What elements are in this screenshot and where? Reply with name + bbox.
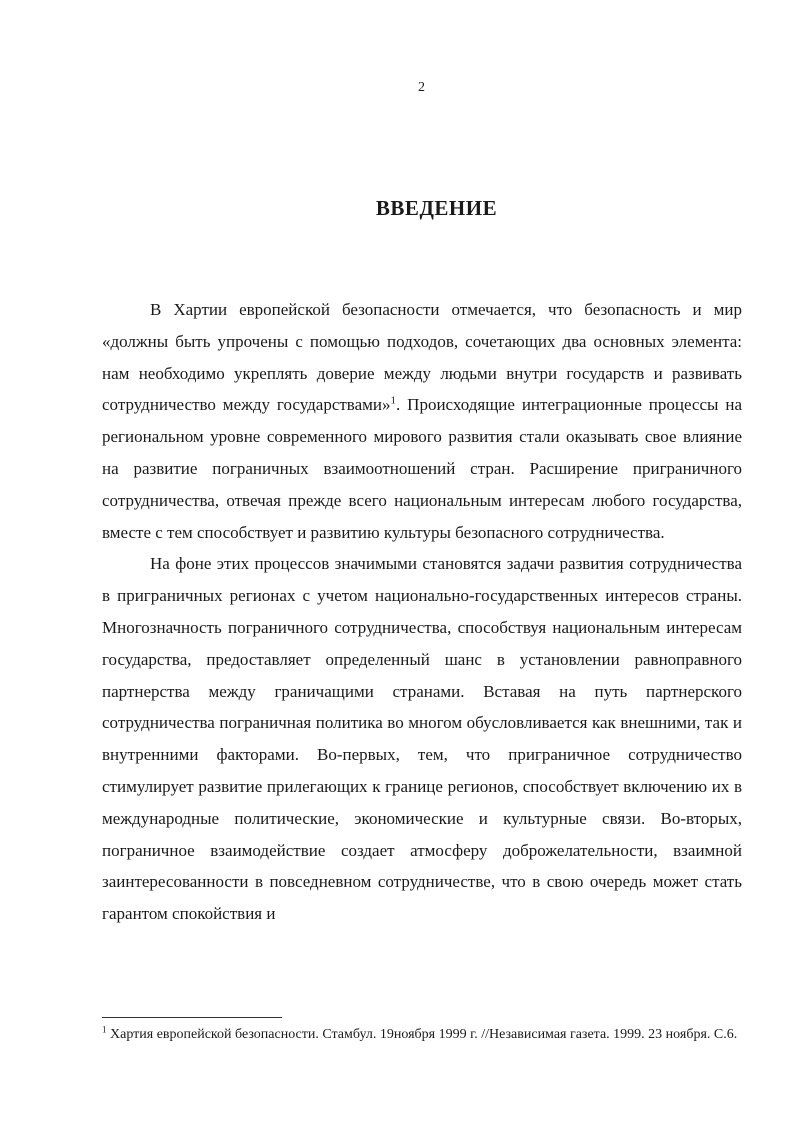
footnote — [102, 1025, 742, 1044]
section-title: ВВЕДЕНИЕ — [375, 196, 498, 220]
paragraph-2: На фоне этих процессов значимыми становятся задачи развития сотрудничества в приграничных регионах с учетом национально-государственных интересов страны. Многозначность пограничного сотрудничества, способствуя национальным интересам государства, предоставляет определенный шанс в установлении равноправного партнерства между граничащими странами. Вставая на путь партнерского сотрудничества пограничная политика во многом обусловливается как внешними, так и внутренними факторами. Во-первых, тем, что приграничное сотрудничество стимулирует развитие прилегающих к границе регионов, способствует включению их в международные политические, экономические и культурные связи. Во-вторых, пограничное взаимодействие создает атмосферу доброжелательности, взаимной заинтересованности в повседневном сотрудничестве, что в свою очередь может стать гарантом спокойствия и — [102, 554, 742, 924]
footnote-reference: 1 — [390, 394, 397, 407]
paragraph-1-text-after-note: . Происходящие интеграционные процессы на региональном уровне современного мирового развития стали оказывать свое влияние на развитие пограничных взаимоотношений стран. Расширение приграничного сотрудничества, отвечая прежде всего национальным интересам любого государства, вместе с тем способствует и развитию культуры безопасного сотрудничества. — [102, 395, 742, 542]
footnote-divider — [102, 1017, 282, 1018]
paragraph-1 — [102, 294, 742, 548]
page-number: 2 — [418, 80, 425, 95]
footnote-mark: 1 — [102, 1024, 107, 1035]
paragraph-1-text-before-note: В Хартии европейской безопасности отмечается, что безопасность и мир «должны быть упрочены с помощью подходов, сочетающих два основных элемента: нам необходимо укреплять доверие между людьми внутри государств и развивать сотрудничество между государствами» — [102, 300, 742, 415]
footnote-text: Хартия европейской безопасности. Стамбул. 19ноября 1999 г. //Независимая газета. 1999. 23 ноября. С.6. — [106, 1027, 738, 1042]
body-text — [102, 294, 742, 930]
